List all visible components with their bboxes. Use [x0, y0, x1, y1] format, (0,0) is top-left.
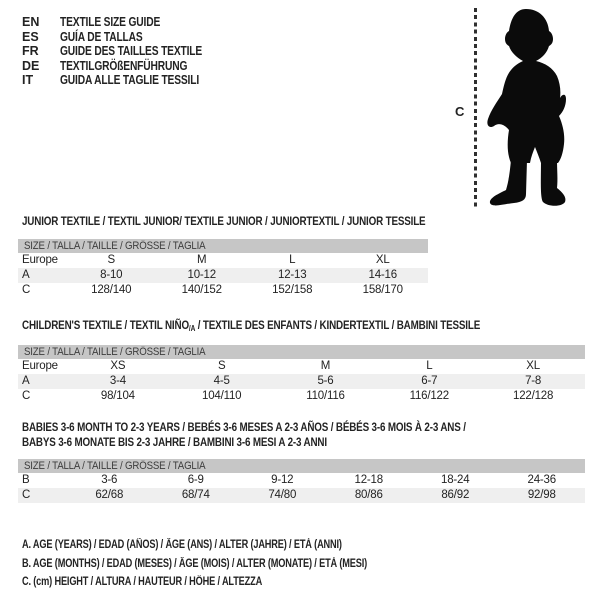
table-cell: S	[217, 360, 226, 372]
language-row	[22, 59, 233, 74]
language-code: IT	[22, 73, 34, 88]
row-label: C	[22, 284, 31, 296]
babies-size-table	[18, 459, 585, 503]
table-cell: S	[107, 254, 115, 266]
table-cell: 9-12	[271, 474, 294, 486]
language-row	[22, 73, 233, 88]
table-cell: 80/86	[354, 489, 383, 501]
baby-left-leg-shape	[490, 160, 527, 205]
table-cell: 74/80	[268, 489, 297, 501]
language-row	[22, 44, 233, 59]
language-row	[22, 15, 233, 30]
table-cell: 14-16	[368, 269, 397, 281]
guide-title: GUÍA DE TALLAS	[60, 29, 143, 44]
size-header-bar: SIZE / TALLA / TAILLE / GRÖSSE / TAGLIA	[18, 459, 585, 473]
row-label: A	[22, 375, 30, 387]
height-measure-label: C	[455, 104, 465, 119]
table-cell: M	[197, 254, 207, 266]
table-cell: L	[289, 254, 296, 266]
table-cell: 12-18	[354, 474, 383, 486]
table-cell: XL	[526, 360, 540, 372]
junior-size-table	[18, 239, 428, 298]
children-table-title: CHILDREN'S TEXTILE / TEXTIL $NIÑO_{/A}$ / TEXTILE DES ENFANTS / KINDERTEXTIL / BAMBINI TESSILE	[22, 318, 481, 333]
table-cell: 128/140	[91, 284, 132, 296]
table-cell: 104/110	[202, 390, 242, 402]
row-label: C	[22, 390, 31, 402]
table-cell: 110/116	[306, 390, 345, 402]
table-cell: 62/68	[95, 489, 124, 501]
table-cell: 98/104	[100, 390, 135, 402]
table-cell: 6-9	[187, 474, 204, 486]
height-measure-dotted-line	[474, 8, 477, 209]
table-cell: 4-5	[213, 375, 230, 387]
language-code: DE	[22, 58, 40, 73]
table-cell: 3-4	[109, 375, 126, 387]
language-code: FR	[22, 44, 39, 59]
baby-silhouette-image	[486, 8, 579, 210]
table-row	[18, 268, 428, 283]
row-label: C	[22, 489, 31, 501]
table-row	[18, 359, 585, 374]
table-cell: 5-6	[317, 375, 334, 387]
footnote-a: A. AGE (YEARS) / EDAD (AÑOS) / ÂGE (ANS) / ALTER (JAHRE) / ETÀ (ANNI)	[22, 539, 342, 551]
table-cell: M	[320, 360, 331, 372]
language-code: ES	[22, 29, 39, 44]
guide-title: TEXTILE SIZE GUIDE	[60, 15, 161, 29]
table-cell: 6-7	[421, 375, 438, 387]
size-header-bar: SIZE / TALLA / TAILLE / GRÖSSE / TAGLIA	[18, 345, 585, 359]
junior-table-title: JUNIOR TEXTILE / TEXTIL JUNIOR/ TEXTILE JUNIOR / JUNIORTEXTIL / JUNIOR TESSILE	[22, 214, 426, 228]
row-label: Europe	[22, 360, 58, 372]
baby-body-shape	[487, 9, 566, 163]
table-cell: XL	[375, 254, 390, 266]
table-cell: 3-6	[101, 474, 118, 486]
babies-table-title: BABIES 3-6 MONTH TO 2-3 YEARS / BEBÉS 3-6 MESES A 2-3 AÑOS / BÉBÉS 3-6 MOIS À 2-3 ANS / BABYS 3-6 MONATE BIS 2-3 JAHRE / BAMBINI 3-6 MESI A 2-3 ANNI	[22, 420, 466, 449]
language-code: EN	[22, 15, 40, 29]
table-cell: 7-8	[525, 375, 542, 387]
guide-title: GUIDA ALLE TAGLIE TESSILI	[60, 73, 200, 88]
footnote-c: C. (cm) HEIGHT / ALTURA / HAUTEUR / HÖHE / ALTEZZA	[22, 576, 263, 588]
table-row	[18, 389, 585, 404]
table-cell: 140/152	[181, 284, 222, 296]
table-row	[18, 488, 585, 503]
table-cell: 24-36	[527, 474, 556, 486]
table-cell: 8-10	[100, 269, 123, 281]
table-cell: 18-24	[441, 474, 470, 486]
table-cell: 92/98	[527, 489, 556, 501]
table-cell: 12-13	[278, 269, 307, 281]
row-label: B	[22, 474, 30, 486]
children-size-table	[18, 345, 585, 404]
table-cell: 152/158	[272, 284, 313, 296]
row-label: A	[22, 269, 30, 281]
guide-title: TEXTILGRÖßENFÜHRUNG	[60, 58, 188, 73]
table-row	[18, 374, 585, 389]
table-cell: 122/128	[513, 390, 554, 402]
table-cell: 158/170	[362, 284, 403, 296]
language-row	[22, 30, 233, 45]
footnote-b: B. AGE (MONTHS) / EDAD (MESES) / ÂGE (MOIS) / ALTER (MONATE) / ETÀ (MESI)	[22, 557, 368, 570]
table-row	[18, 253, 428, 268]
table-cell: XS	[110, 360, 126, 372]
guide-title: GUIDE DES TAILLES TEXTILE	[60, 44, 203, 59]
baby-right-leg-shape	[541, 160, 566, 206]
table-cell: 116/122	[409, 390, 449, 402]
table-row	[18, 283, 428, 298]
language-title-list	[22, 15, 233, 88]
size-header-bar: SIZE / TALLA / TAILLE / GRÖSSE / TAGLIA	[18, 239, 428, 253]
table-cell: L	[426, 360, 433, 372]
table-cell: 10-12	[187, 269, 216, 281]
table-cell: 68/74	[181, 489, 210, 501]
row-label: Europe	[22, 254, 58, 266]
title-subscript: /A	[188, 324, 196, 333]
legend-footnotes	[22, 536, 453, 592]
table-row	[18, 473, 585, 488]
table-cell: 86/92	[441, 489, 470, 501]
